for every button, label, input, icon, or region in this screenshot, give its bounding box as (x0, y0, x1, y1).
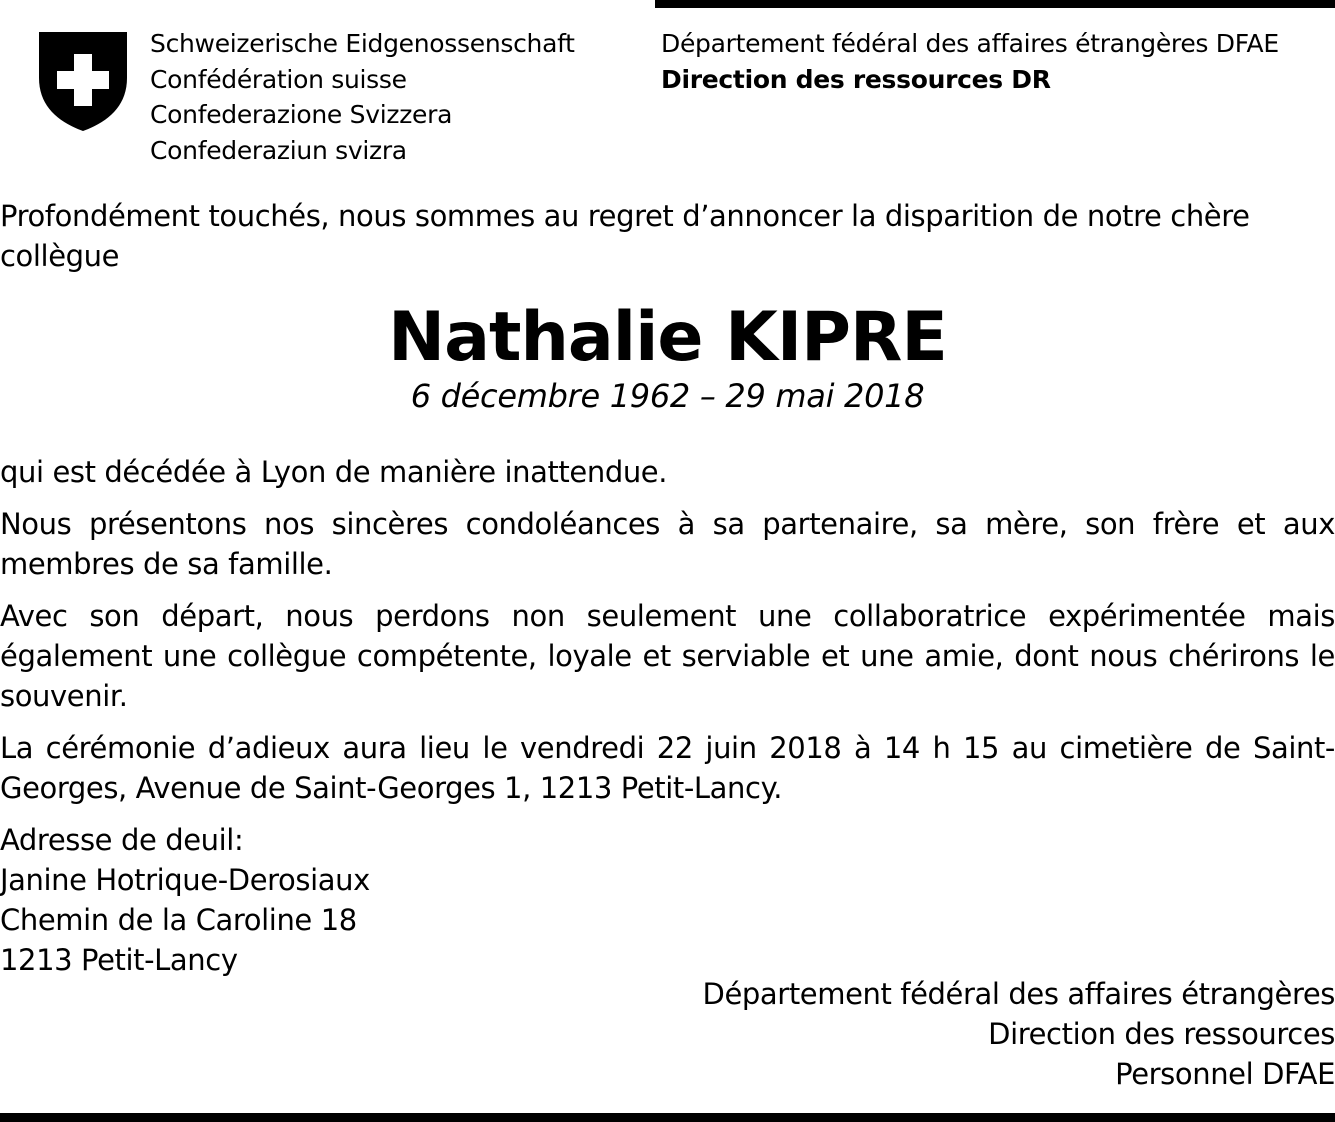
notice-intro: Profondément touchés, nous sommes au regret d’annoncer la disparition de notre chère collègue (0, 199, 1250, 273)
mourning-address (0, 820, 1335, 980)
swiss-coat-of-arms-icon (36, 30, 130, 132)
address-line: Chemin de la Caroline 18 (0, 903, 357, 937)
notice-paragraph-condolences: Nous présentons nos sincères condoléances à sa partenaire, sa mère, son frère et aux membres de sa famille. (0, 507, 1335, 581)
confederation-name-fr: Confédération suisse (150, 64, 407, 94)
notice-paragraph-death: qui est décédée à Lyon de manière inattendue. (0, 455, 668, 489)
life-dates: 6 décembre 1962 – 29 mai 2018 (410, 377, 925, 415)
signature-block (703, 974, 1335, 1094)
notice-paragraph-ceremony: La cérémonie d’adieux aura lieu le vendredi 22 juin 2018 à 14 h 15 au cimetière de Saint-Georges, Avenue de Saint-Georges 1, 1213 Petit-Lancy. (0, 731, 1335, 805)
address-line: 1213 Petit-Lancy (0, 943, 238, 977)
confederation-name-rm: Confederaziun svizra (150, 135, 407, 165)
bottom-rule (0, 1113, 1335, 1122)
top-rule (655, 0, 1335, 8)
department-header (661, 26, 1279, 97)
confederation-name-de: Schweizerische Eidgenossenschaft (150, 29, 575, 58)
direction-name: Direction des ressources DR (661, 64, 1051, 94)
signature-line: Direction des ressources (988, 1017, 1335, 1051)
signature-line: Département fédéral des affaires étrangères (702, 977, 1335, 1011)
notice-paragraph-tribute: Avec son départ, nous perdons non seulement une collaboratrice expérimentée mais également une collègue compétente, loyale et serviable et une amie, dont nous chérirons le souvenir. (0, 599, 1335, 713)
confederation-name-it: Confederazione Svizzera (150, 100, 453, 129)
department-name: Département fédéral des affaires étrangères DFAE (661, 29, 1279, 58)
obituary-notice (0, 196, 1335, 980)
confederation-names (150, 26, 575, 168)
address-label: Adresse de deuil: (0, 823, 244, 857)
address-line: Janine Hotrique-Derosiaux (0, 863, 370, 897)
signature-line: Personnel DFAE (1115, 1057, 1335, 1091)
deceased-name: Nathalie KIPRE (388, 298, 947, 377)
